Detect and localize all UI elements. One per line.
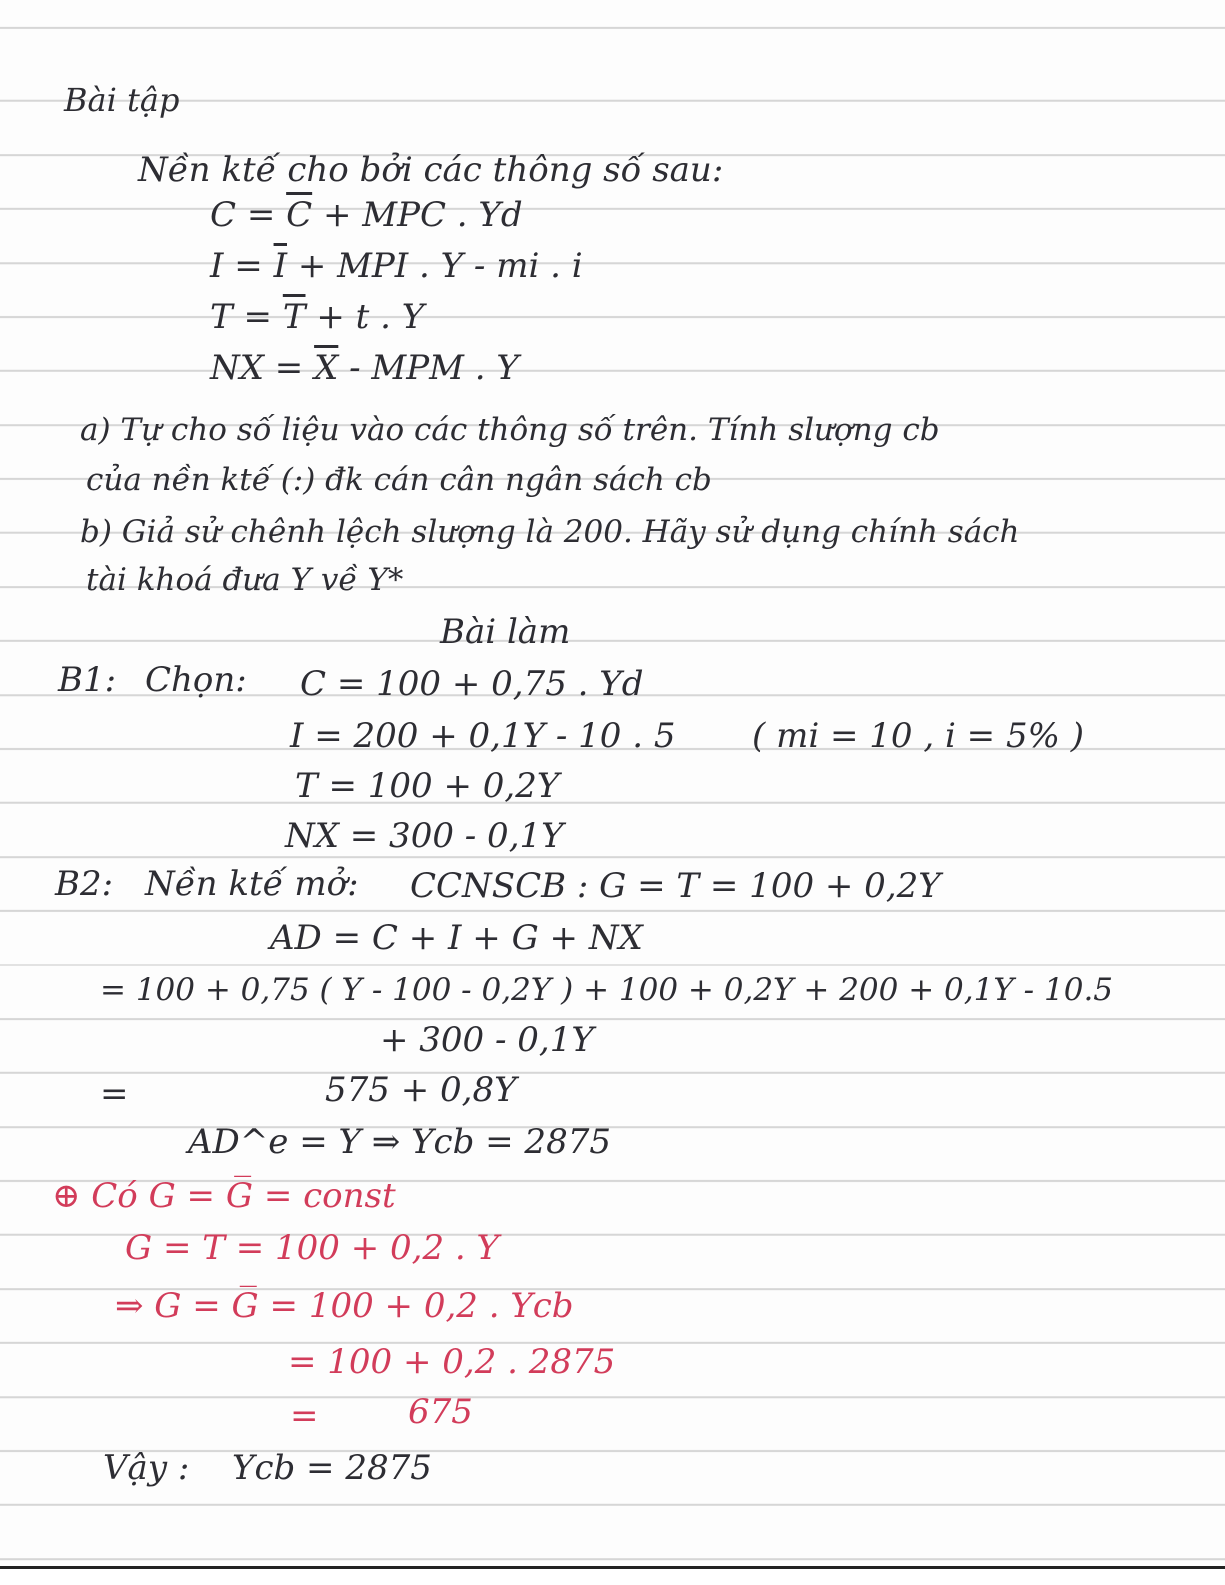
formula-c-rest: + MPC . Yd xyxy=(322,195,523,235)
formula-i-bar: $\overline{I}$ xyxy=(273,246,287,286)
ad-definition: AD = C + I + G + NX xyxy=(270,918,643,958)
solution-title: Bài làm xyxy=(440,612,571,652)
note-line3: ⇒ G = G̅ = 100 + 0,2 . Ycb xyxy=(115,1286,574,1326)
formula-c-bar: $\overline{C}$ xyxy=(286,195,313,235)
intro-line: Nền ktế cho bởi các thông số sau: xyxy=(138,150,724,190)
note-line5-sign: = xyxy=(290,1396,319,1436)
step1-c: C = 100 + 0,75 . Yd xyxy=(300,664,644,704)
formula-t xyxy=(210,297,424,337)
ad-expansion-line1: = 100 + 0,75 ( Y - 100 - 0,2Y ) + 100 + 0,2Y + 200 + 0,1Y - 10.5 xyxy=(100,972,1114,1008)
step2-open: Nền ktế mở: xyxy=(145,864,359,904)
formula-nx-eq: = xyxy=(274,348,304,388)
ad-result-equals: = xyxy=(100,1074,129,1114)
formula-i-eq: = xyxy=(234,246,263,286)
note-line2: G = T = 100 + 0,2 . Y xyxy=(125,1228,499,1268)
step1-i: I = 200 + 0,1Y - 10 . 5 xyxy=(290,716,676,756)
formula-i-rest: + MPI . Y - mi . i xyxy=(297,246,583,286)
step1-choose: Chọn: xyxy=(145,660,247,700)
note-line5-value: 675 xyxy=(408,1392,473,1432)
formula-t-bar: $\overline{T}$ xyxy=(282,297,306,337)
ad-expansion-line2: + 300 - 0,1Y xyxy=(380,1020,594,1060)
ad-result: 575 + 0,8Y xyxy=(325,1070,517,1110)
formula-nx-lhs: NX xyxy=(210,348,264,388)
equilibrium-line: AD^e = Y ⇒ Ycb = 2875 xyxy=(188,1122,611,1162)
page-bottom-edge xyxy=(0,1566,1225,1585)
formula-c-eq: = xyxy=(246,195,276,235)
question-b-line2: tài khoá đưa Y về Y* xyxy=(86,562,404,598)
formula-t-lhs: T xyxy=(210,297,233,337)
formula-c-lhs: C xyxy=(210,195,237,235)
question-b-line1: b) Giả sử chênh lệch slượng là 200. Hãy sử dụng chính sách xyxy=(80,514,1020,550)
conclusion-value: Ycb = 2875 xyxy=(232,1448,432,1488)
formula-c xyxy=(210,195,523,235)
step1-i-note: ( mi = 10 , i = 5% ) xyxy=(752,716,1084,756)
question-a-line1: a) Tự cho số liệu vào các thông số trên. Tính slượng cb xyxy=(80,412,940,448)
note-line1: ⊕ Có G = G̅ = const xyxy=(52,1176,396,1216)
step1-nx: NX = 300 - 0,1Y xyxy=(285,816,564,856)
formula-nx xyxy=(210,348,519,388)
note-line4: = 100 + 0,2 . 2875 xyxy=(288,1342,616,1382)
question-a-line2: của nền ktế (:) đk cán cân ngân sách cb xyxy=(86,462,712,498)
formula-t-eq: = xyxy=(243,297,272,337)
step2-balanced-budget: CCNSCB : G = T = 100 + 0,2Y xyxy=(410,866,941,906)
formula-t-rest: + t . Y xyxy=(316,297,425,337)
step1-label: B1: xyxy=(58,660,117,700)
step1-t: T = 100 + 0,2Y xyxy=(295,766,560,806)
formula-nx-rest: - MPM . Y xyxy=(349,348,519,388)
formula-i xyxy=(210,246,583,286)
formula-nx-bar: $\overline{X}$ xyxy=(314,348,339,388)
exercise-heading: Bài tập xyxy=(64,81,180,119)
step2-label: B2: xyxy=(55,864,114,904)
conclusion-label: Vậy : xyxy=(103,1448,190,1488)
formula-i-lhs: I xyxy=(210,246,224,286)
